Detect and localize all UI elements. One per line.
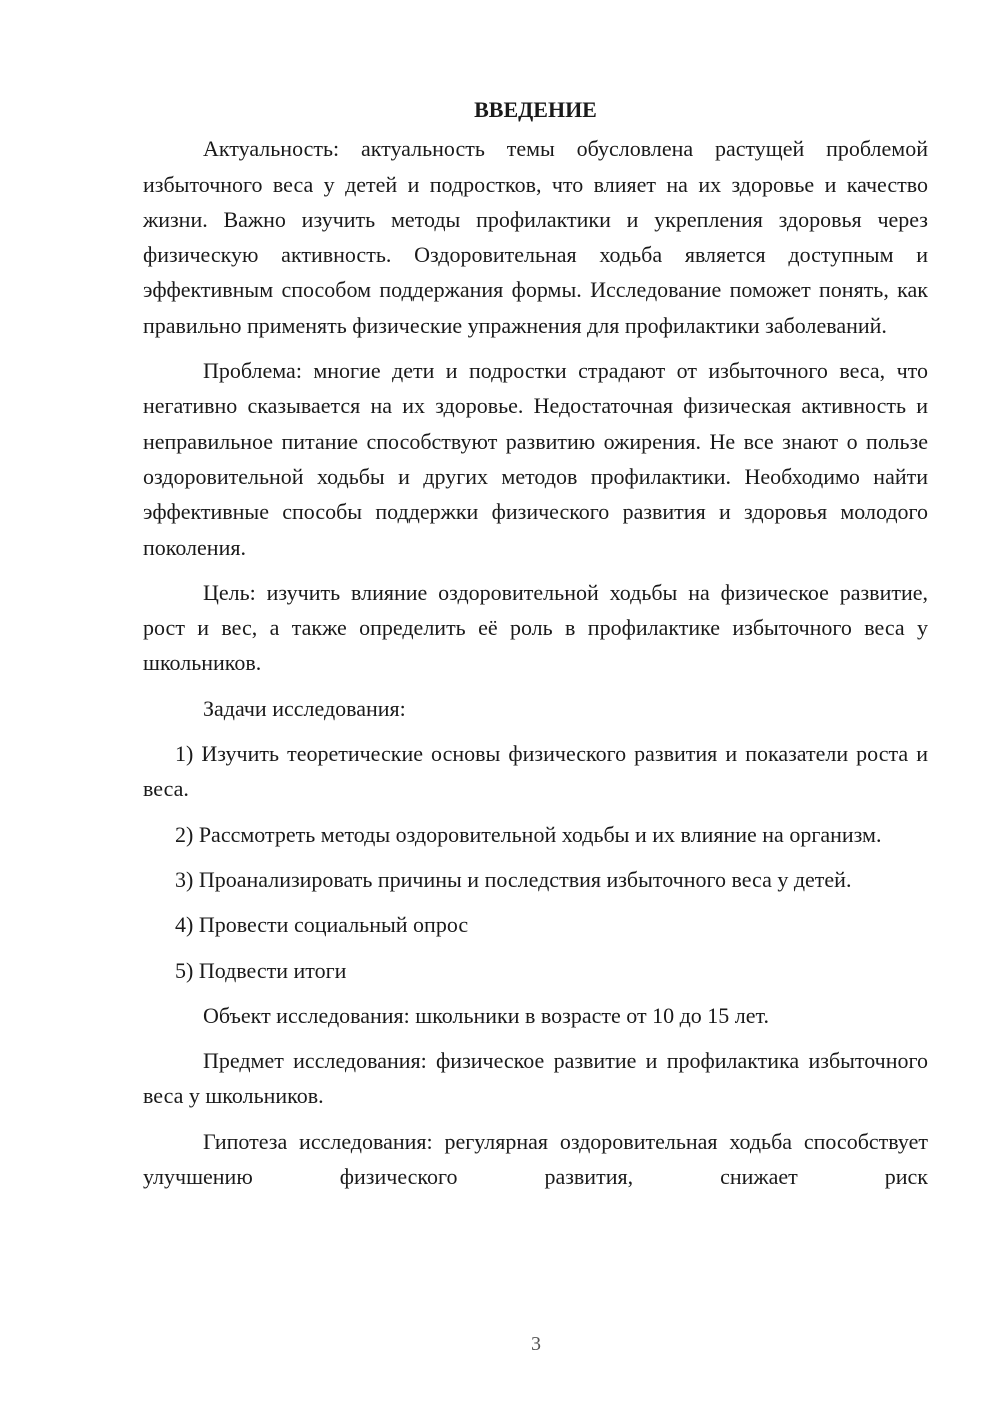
task-item-4: 4) Провести социальный опрос: [175, 912, 469, 938]
section-title: ВВЕДЕНИЕ: [474, 97, 597, 122]
paragraph-relevance: Актуальность: актуальность темы обусловлена растущей проблемой избыточного веса у детей и подростков, что влияет на их здоровье и качество жизни. Важно изучить методы профилактики и укрепления здоровья через физическую активность. Оздоровительная ходьба является доступным и эффективным способом поддержания формы. Исследование поможет понять, как правильно применять физические упражнения для профилактики заболеваний.: [143, 136, 928, 338]
task-item-3: 3) Проанализировать причины и последствия избыточного веса у детей.: [175, 866, 852, 892]
paragraph-object: Объект исследования: школьники в возрасте от 10 до 15 лет.: [203, 1002, 769, 1028]
paragraph-problem: Проблема: многие дети и подростки страдают от избыточного веса, что негативно сказывается на их здоровье. Недостаточная физическая активность и неправильное питание способствуют развитию ожирения. Не все знают о пользе оздоровительной ходьбы и других методов профилактики. Необходимо найти эффективные способы поддержки физического развития и здоровья молодого поколения.: [143, 358, 928, 560]
paragraph-hypothesis: Гипотеза исследования: регулярная оздоровительная ходьба способствует улучшению физического развития, снижает риск: [143, 1128, 928, 1190]
page-number: 3: [531, 1333, 541, 1355]
paragraph-subject: Предмет исследования: физическое развитие и профилактика избыточного веса у школьников.: [143, 1048, 928, 1109]
task-item-5: 5) Подвести итоги: [175, 957, 347, 983]
task-item-2: 2) Рассмотреть методы оздоровительной ходьбы и их влияние на организм.: [175, 821, 882, 847]
task-item-1: 1) Изучить теоретические основы физического развития и показатели роста и веса.: [143, 741, 928, 802]
paragraph-tasks-heading: Задачи исследования:: [203, 695, 406, 721]
document-page: [143, 92, 928, 1194]
paragraph-goal: Цель: изучить влияние оздоровительной ходьбы на физическое развитие, рост и вес, а также определить её роль в профилактике избыточного веса у школьников.: [143, 579, 928, 676]
